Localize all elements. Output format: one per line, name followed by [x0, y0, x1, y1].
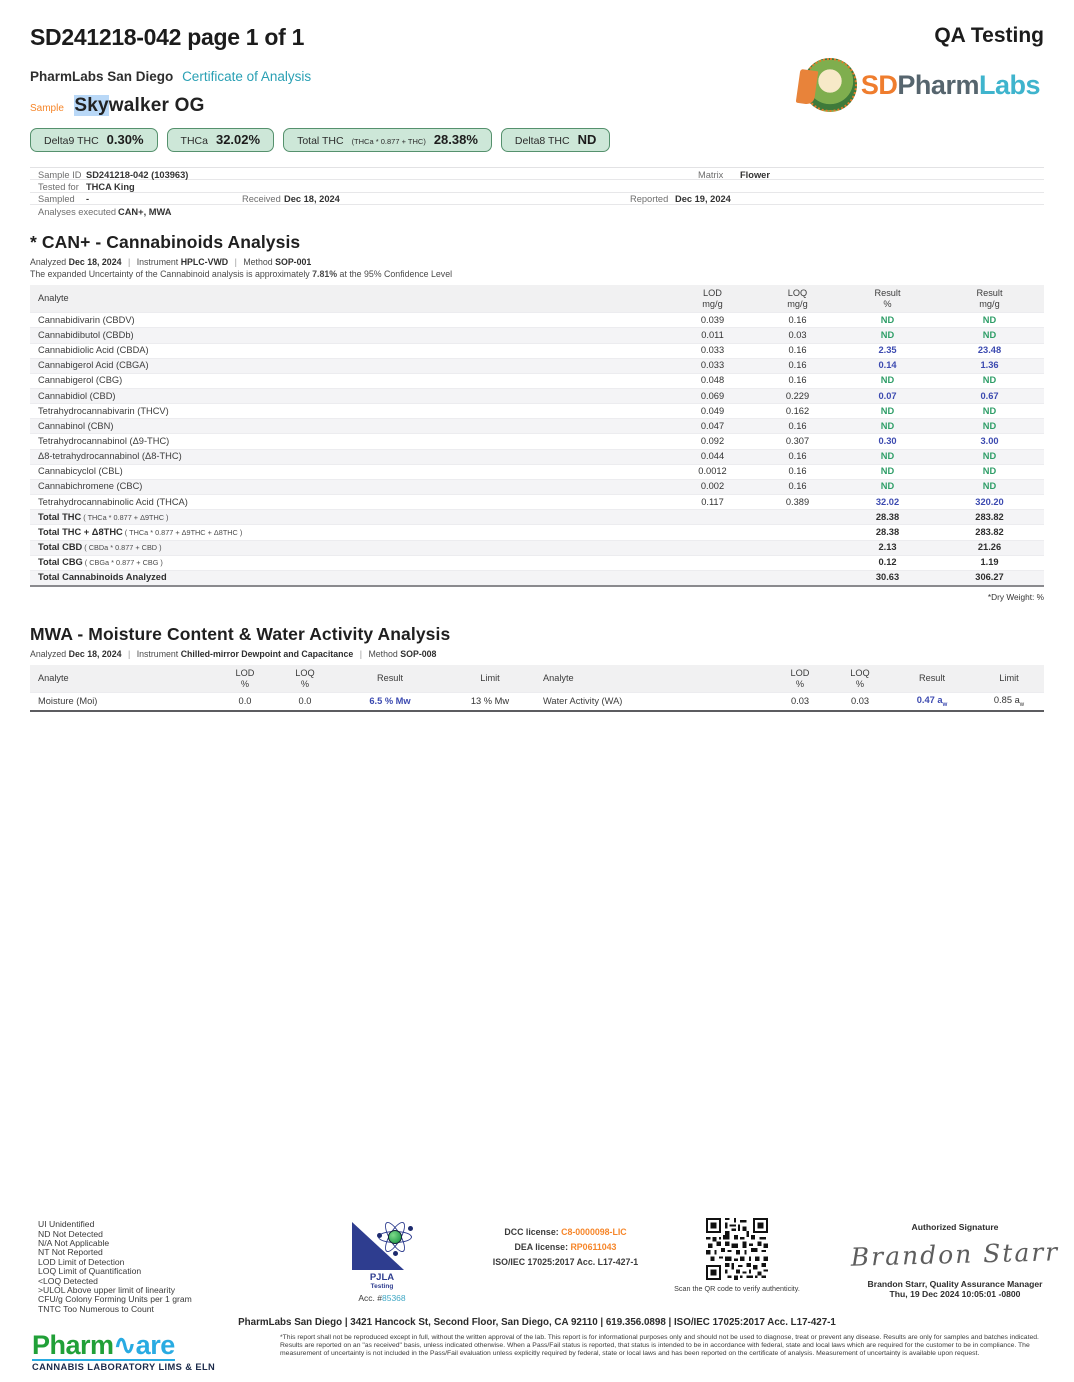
analyte-name: Cannabicyclol (CBL): [30, 464, 670, 479]
result-mg: 306.27: [935, 570, 1044, 586]
result-percent: 0.12: [840, 555, 935, 570]
result-mg: 1.36: [935, 358, 1044, 373]
dry-weight-note: *Dry Weight: %: [987, 592, 1044, 603]
pharmware-part1: Pharm: [32, 1330, 114, 1361]
result-percent: ND: [840, 373, 935, 388]
pharmware-part2: are: [135, 1330, 175, 1361]
table-row: Cannabigerol Acid (CBGA) 0.033 0.16 0.14 1.36: [30, 358, 1044, 373]
col-analyte: Analyte: [30, 285, 670, 313]
result-mg: ND: [935, 373, 1044, 388]
mwa-meta: Analyzed Dec 18, 2024 | Instrument Chilled-mirror Dewpoint and Capacitance | Method SOP-008: [30, 649, 437, 660]
analyte-name: Cannabichromene (CBC): [30, 479, 670, 494]
col-loq: LOQ mg/g: [755, 285, 840, 313]
result-percent: 28.38: [840, 525, 935, 540]
info-row-dates: [30, 193, 1044, 205]
info-row-sample-id: [30, 168, 1044, 180]
cannabinoid-table: [30, 285, 1044, 587]
reported-value: Dec 19, 2024: [675, 194, 731, 205]
legend-line: N/A Not Applicable: [38, 1238, 110, 1249]
pill-label: Delta8 THC: [514, 135, 570, 147]
analyzed-value: Dec 18, 2024: [68, 256, 122, 267]
analyte-name: Total THC ( THCa * 0.877 + Δ9THC ): [30, 510, 670, 525]
table-row: [30, 510, 1044, 525]
result-percent: 0.30: [840, 434, 935, 449]
result-mg: ND: [935, 328, 1044, 343]
result-percent: ND: [840, 479, 935, 494]
top-bar: [30, 18, 1044, 51]
analyte-name: Cannabigerol Acid (CBGA): [30, 358, 670, 373]
qr-caption: Scan the QR code to verify authenticity.: [674, 1284, 800, 1294]
pill-total-thc: [283, 128, 492, 152]
table-row: Δ8-tetrahydrocannabinol (Δ8-THC) 0.044 0.16 ND ND: [30, 449, 1044, 464]
table-row: [30, 570, 1044, 586]
water-activity-limit: 0.85 $a_w$: [974, 693, 1044, 712]
sample-info-table: [30, 167, 1044, 218]
analyte-name: Cannabinol (CBN): [30, 419, 670, 434]
mwa-section: [30, 624, 1044, 712]
tested-for-value: THCA King: [86, 181, 135, 192]
pill-label: Delta9 THC: [44, 135, 99, 147]
matrix-value: Flower: [740, 169, 770, 180]
cannabinoids-section: [30, 232, 1044, 602]
pill-label: Total THC: [297, 135, 344, 147]
analyte-name: Tetrahydrocannabivarin (THCV): [30, 404, 670, 419]
lab-address-line: PharmLabs San Diego | 3421 Hancock St, Second Floor, San Diego, CA 92110 | 619.356.0898 | ISO/IEC 17025:2017 Acc. L17-427-1: [238, 1317, 836, 1329]
water-activity-result: 0.47 $a_w$: [890, 693, 974, 712]
table-row: Cannabidibutol (CBDb) 0.011 0.03 ND ND: [30, 328, 1044, 343]
summary-pills: [30, 128, 1044, 152]
result-mg: 283.82: [935, 510, 1044, 525]
table-row: Cannabidiol (CBD) 0.069 0.229 0.07 0.67: [30, 389, 1044, 404]
result-mg: 283.82: [935, 525, 1044, 540]
result-mg: ND: [935, 479, 1044, 494]
pill-value: 32.02%: [215, 132, 261, 147]
signature-block: [830, 1222, 1074, 1299]
method-label: Method: [243, 256, 273, 267]
report-disclaimer: *This report shall not be reproduced except in full, without the written approval of the lab. This report is for informational purposes only and should not be used to diagnose, treat or prevent any disease. Results are only for samples and batches indicated. Results are reported on an "as received" basis, unless indicated otherwise. When a Pass/Fail status is reported, that status is intended to be in accordance with federal, state and local laws which are required for the customer to be in compliance. The measurement of uncertainty is not included in the Pass/Fail evaluation unless explicitly required by federal, state or local laws and has been reported on the certificate of analysis. Measurement of uncertainty is available upon request.: [280, 1334, 1039, 1358]
dcc-license: DCC license: C8-0000098-LIC: [504, 1227, 627, 1238]
result-percent: 30.63: [840, 570, 935, 586]
legend-line: >ULOL Above upper limit of linearity: [38, 1285, 176, 1296]
pill-value: 0.30%: [106, 132, 144, 147]
legend-line: ND Not Detected: [38, 1228, 103, 1239]
sampled-value: -: [86, 194, 90, 205]
cannabinoid-table-body: [30, 313, 1044, 586]
moisture-limit: 13 % Mw: [445, 693, 535, 712]
legend-line: NT Not Reported: [38, 1247, 103, 1258]
pill-delta9-thc: [30, 128, 158, 152]
matrix-label: Matrix: [698, 169, 724, 180]
table-row: Cannabinol (CBN) 0.047 0.16 ND ND: [30, 419, 1044, 434]
legend-line: TNTC Too Numerous to Count: [38, 1303, 154, 1314]
iso-accreditation: ISO/IEC 17025:2017 Acc. L17-427-1: [492, 1257, 639, 1268]
authorized-signature-label: Authorized Signature: [911, 1222, 999, 1233]
pharmware-tagline: CANNABIS LABORATORY LIMS & ELN: [32, 1362, 216, 1373]
lab-name: PharmLabs San Diego: [30, 69, 174, 84]
analyses-value: CAN+, MWA: [118, 206, 172, 217]
document-id: SD241218-042 page 1 of 1: [30, 24, 305, 50]
table-row: Cannabidiolic Acid (CBDA) 0.033 0.16 2.35 23.48: [30, 343, 1044, 358]
qr-block: [662, 1218, 812, 1293]
sdpharmlabs-logo: [803, 58, 1040, 112]
info-row-analyses: [30, 205, 1044, 217]
result-percent: ND: [840, 464, 935, 479]
legend-line: CFU/g Colony Forming Units per 1 gram: [38, 1294, 192, 1305]
pjla-sub: Testing: [370, 1283, 394, 1291]
qr-code-icon: [706, 1218, 768, 1280]
pill-delta8-thc: [501, 128, 610, 152]
pill-label: THCa: [180, 135, 208, 147]
analyzed-label: Analyzed: [30, 256, 67, 267]
page-whitespace: [30, 712, 1044, 1218]
tested-for-label: Tested for: [38, 181, 79, 192]
result-percent: 32.02: [840, 495, 935, 510]
pill-value: ND: [577, 132, 597, 147]
cannabinoids-title: * CAN+ - Cannabinoids Analysis: [30, 231, 301, 252]
mwa-title: MWA - Moisture Content & Water Activity Analysis: [30, 624, 451, 645]
signature-script: Brandon Starr: [850, 1237, 1060, 1272]
result-percent: 2.35: [840, 343, 935, 358]
analyte-name: Tetrahydrocannabinol (Δ9-THC): [30, 434, 670, 449]
received-value: Dec 18, 2024: [284, 194, 340, 205]
col-result-pct: Result %: [840, 285, 935, 313]
result-mg: 21.26: [935, 540, 1044, 555]
analyte-name: Cannabidiol (CBD): [30, 389, 670, 404]
table-row: Cannabicyclol (CBL) 0.0012 0.16 ND ND: [30, 464, 1044, 479]
uncertainty-note: The expanded Uncertainty of the Cannabinoid analysis is approximately 7.81% at the 95% Confidence Level: [30, 269, 453, 280]
table-row: Tetrahydrocannabinol (Δ9-THC) 0.092 0.307 0.30 3.00: [30, 434, 1044, 449]
analyte-name: Total Cannabinoids Analyzed: [30, 570, 670, 586]
moisture-result: 6.5 % Mw: [335, 693, 445, 712]
abbreviation-legend: [38, 1220, 192, 1314]
pjla-acc-number: Acc. #85368: [358, 1293, 406, 1304]
table-row: Cannabigerol (CBG) 0.048 0.16 ND ND: [30, 373, 1044, 388]
mwa-table: [30, 665, 1044, 712]
result-percent: ND: [840, 328, 935, 343]
result-percent: 0.14: [840, 358, 935, 373]
analyte-name: Cannabidiolic Acid (CBDA): [30, 343, 670, 358]
result-percent: ND: [840, 404, 935, 419]
coa-title: Certificate of Analysis: [182, 69, 312, 84]
analyte-name: Δ8-tetrahydrocannabinol (Δ8-THC): [30, 449, 670, 464]
table-row: Cannabichromene (CBC) 0.002 0.16 ND ND: [30, 479, 1044, 494]
table-row: [30, 540, 1044, 555]
analyte-name: Total THC + Δ8THC ( THCa * 0.877 + Δ9THC + Δ8THC ): [30, 525, 670, 540]
info-row-tested-for: [30, 180, 1044, 192]
mwa-table-header: Analyte LOD % LOQ % Result Limit Analyte LOD % LOQ % Result Limit: [30, 665, 1044, 693]
pulse-icon: ∿: [113, 1330, 136, 1361]
result-mg: 1.19: [935, 555, 1044, 570]
result-percent: ND: [840, 313, 935, 328]
qa-testing-label: QA Testing: [934, 24, 1044, 47]
col-result-mg: Result mg/g: [935, 285, 1044, 313]
result-mg: 3.00: [935, 434, 1044, 449]
analyte-name: Tetrahydrocannabinolic Acid (THCA): [30, 495, 670, 510]
pjla-name: PJLA: [369, 1272, 395, 1284]
table-row: Cannabidivarin (CBDV) 0.039 0.16 ND ND: [30, 313, 1044, 328]
footer-zone: [30, 1218, 1060, 1315]
pill-formula: (THCa * 0.877 + THC): [351, 137, 426, 146]
table-row: [30, 555, 1044, 570]
analyses-label: Analyses executed: [38, 206, 117, 217]
signer-name-title: Brandon Starr, Quality Assurance Manager: [867, 1279, 1043, 1290]
sample-name-highlight: Sky: [74, 95, 109, 116]
cannabinoid-table-header: [30, 285, 1044, 313]
reported-label: Reported: [630, 194, 669, 205]
sample-id-value: SD241218-042 (103963): [86, 169, 189, 180]
sample-id-label: Sample ID: [38, 169, 82, 180]
analyte-name: Total CBD ( CBDa * 0.877 + CBD ): [30, 540, 670, 555]
result-percent: 28.38: [840, 510, 935, 525]
result-mg: 23.48: [935, 343, 1044, 358]
dea-license: DEA license: RP0611043: [514, 1242, 617, 1253]
pjla-logo-icon: [350, 1218, 414, 1270]
analyte-name: Total CBG ( CBGa * 0.877 + CBG ): [30, 555, 670, 570]
pill-thca: [167, 128, 275, 152]
legend-line: UI Unidentified: [38, 1219, 95, 1230]
legend-line: LOQ Limit of Quantification: [38, 1266, 142, 1277]
analyte-name: Cannabidivarin (CBDV): [30, 313, 670, 328]
result-mg: ND: [935, 464, 1044, 479]
instrument-value: HPLC-VWD: [180, 256, 229, 267]
table-row: Tetrahydrocannabivarin (THCV) 0.049 0.162 ND ND: [30, 404, 1044, 419]
pharmware-logo: [30, 1332, 242, 1372]
result-mg: 0.67: [935, 389, 1044, 404]
method-value: SOP-001: [275, 256, 312, 267]
brand-labs: Labs: [978, 69, 1040, 100]
brand-pharm: Pharm: [897, 69, 979, 100]
legend-line: LOD Limit of Detection: [38, 1256, 125, 1267]
mwa-data-row: Moisture (Moi) 0.0 0.0 6.5 % Mw 13 % Mw Water Activity (WA) 0.03 0.03 0.47 $a_w$ 0.85 $a_w$: [30, 693, 1044, 712]
sample-name: [74, 95, 204, 116]
sample-name-rest: walker OG: [108, 95, 205, 116]
pill-value: 28.38%: [433, 132, 478, 147]
legend-line: <LOQ Detected: [38, 1275, 98, 1286]
sample-label: Sample: [30, 103, 64, 114]
water-activity-analyte: Water Activity (WA): [535, 693, 770, 712]
result-mg: ND: [935, 313, 1044, 328]
result-percent: ND: [840, 449, 935, 464]
instrument-label: Instrument: [136, 256, 179, 267]
table-row: [30, 525, 1044, 540]
col-lod: LOD mg/g: [670, 285, 755, 313]
analyte-name: Cannabidibutol (CBDb): [30, 328, 670, 343]
lab-emblem-icon: [803, 58, 857, 112]
result-percent: 2.13: [840, 540, 935, 555]
result-percent: 0.07: [840, 389, 935, 404]
result-percent: ND: [840, 419, 935, 434]
result-mg: ND: [935, 449, 1044, 464]
received-label: Received: [242, 194, 281, 205]
signature-datetime: Thu, 19 Dec 2024 10:05:01 -0800: [889, 1289, 1021, 1300]
cannabinoids-meta: Analyzed Dec 18, 2024 | Instrument HPLC-VWD | Method SOP-001: [30, 256, 312, 267]
bottom-row: [30, 1332, 1044, 1372]
result-mg: ND: [935, 419, 1044, 434]
license-block: [478, 1225, 653, 1270]
brand-sd: SD: [860, 69, 898, 100]
table-row: Tetrahydrocannabinolic Acid (THCA) 0.117 0.389 32.02 320.20: [30, 495, 1044, 510]
analyte-name: Cannabigerol (CBG): [30, 373, 670, 388]
result-mg: 320.20: [935, 495, 1044, 510]
moisture-analyte: Moisture (Moi): [30, 693, 215, 712]
result-mg: ND: [935, 404, 1044, 419]
pjla-accreditation: [312, 1218, 452, 1303]
uncertainty-value: 7.81%: [312, 269, 338, 280]
sampled-label: Sampled: [38, 194, 75, 205]
